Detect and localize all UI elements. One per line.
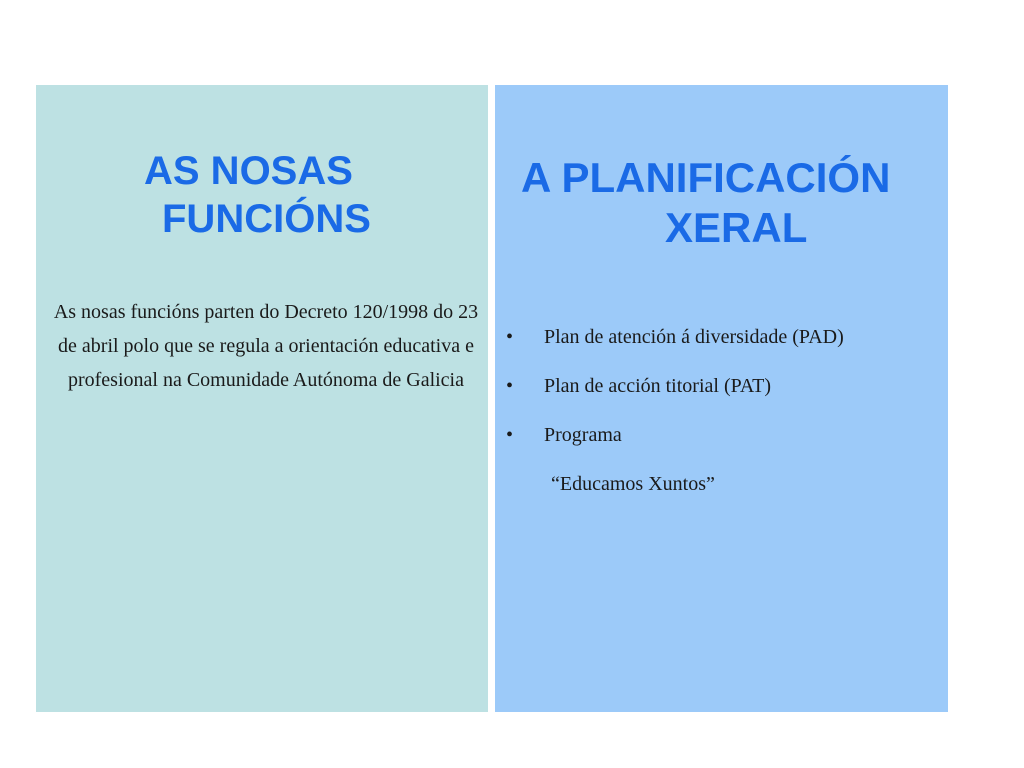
list-item-pad (506, 321, 936, 370)
left-title-line2: FUNCIÓNS (162, 197, 371, 241)
list-item-programa (506, 419, 936, 468)
program-name: “Educamos Xuntos” (551, 473, 715, 495)
list-item-label: Plan de acción titorial (PAT) (544, 375, 771, 397)
list-item-label: Plan de atención á diversidade (PAD) (544, 326, 844, 348)
right-title-line1: A PLANIFICACIÓN (521, 154, 891, 201)
left-title-line1: AS NOSAS (144, 149, 353, 193)
planning-list (506, 321, 936, 468)
bullet-icon: • (506, 326, 514, 348)
bullet-icon: • (506, 424, 514, 446)
right-panel (495, 85, 948, 712)
list-item-pat (506, 370, 936, 419)
right-title-line2: XERAL (665, 204, 808, 252)
left-panel-body (51, 295, 481, 397)
decree-paragraph: As nosas funcións parten do Decreto 120/1998 do 23 de abril polo que se regula a orientación educativa e profesional na Comunidade Autónoma de Galicia (53, 301, 479, 391)
right-panel-title (495, 153, 948, 254)
list-item-label: Programa (544, 424, 622, 446)
bullet-icon: • (506, 375, 514, 397)
left-panel-title (36, 147, 488, 243)
left-panel (36, 85, 488, 712)
